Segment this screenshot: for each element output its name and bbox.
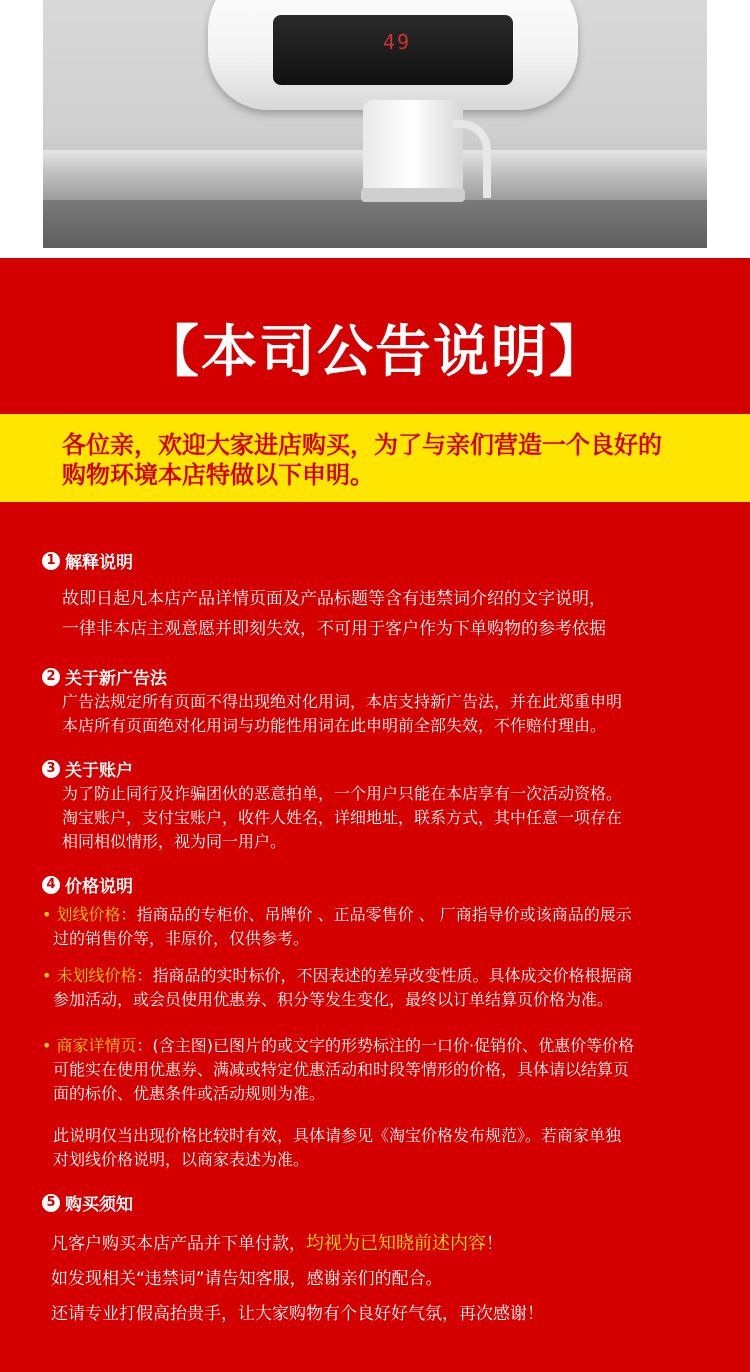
product-photo: [0, 0, 750, 258]
body-line: 故即日起凡本店产品详情页面及产品标题等含有违禁词介绍的文字说明，: [62, 589, 606, 609]
body-line: [42, 903, 722, 927]
price-item-strikethrough: [42, 903, 722, 951]
section-title-text: 关于新广告法: [65, 669, 167, 689]
section-number-badge: 4: [42, 876, 60, 894]
body-line: 相同相似情形，视为同一用户。: [62, 832, 287, 851]
sink-basin: [43, 200, 707, 248]
intro-text: [62, 430, 722, 490]
price-item-detail-page: [42, 1034, 722, 1106]
price-item-non-strikethrough: [42, 964, 722, 1012]
price-item-label: 商家详情页: [56, 1036, 137, 1055]
body-line: [42, 1034, 722, 1058]
price-item-desc: ：(含主图)已图片的或文字的形势标注的一口价·促销价、优惠价等价格: [136, 1036, 635, 1055]
notice-highlight: 均视为已知晓前述内容: [306, 1233, 486, 1254]
body-line: 还请专业打假高抬贵手，让大家购物有个良好好气氛，再次感谢！: [51, 1304, 544, 1324]
bullet-dot: •: [42, 905, 57, 924]
section-title-account: [42, 756, 133, 781]
body-line: 此说明仅当出现价格比较时有效，具体请参见《淘宝价格发布规范》。若商家单独: [53, 1126, 622, 1145]
section-title-purchase-notice: [42, 1190, 133, 1215]
section-title-explanation: [42, 548, 133, 573]
section-number-badge: 1: [42, 552, 60, 570]
heater-spout: [453, 120, 491, 198]
section-body-account: [62, 782, 622, 854]
body-line: [42, 964, 722, 988]
heater-neck: [363, 100, 463, 195]
section-title-text: 购买须知: [65, 1195, 133, 1215]
notice-text: ！: [486, 1234, 503, 1254]
body-line: 可能实在使用优惠券、满减或特定优惠活动和时段等情形的价格，具体请以结算页: [53, 1060, 630, 1079]
bullet-dot: •: [42, 966, 57, 985]
section-body-explanation: [62, 584, 606, 644]
body-line: 淘宝账户，支付宝账户，收件人姓名，详细地址，联系方式，其中任意一项存在: [62, 808, 623, 827]
intro-line: 各位亲，欢迎大家进店购买，为了与亲们营造一个良好的: [62, 431, 662, 459]
announcement-title: 【本司公告说明】: [143, 320, 607, 385]
announcement-panel: [0, 258, 750, 1372]
section-title-text: 价格说明: [65, 877, 133, 897]
price-item-desc: ：指商品的实时标价，不因表述的差异改变性质。具体成交价格根据商: [136, 966, 633, 985]
price-item-label: 划线价格: [56, 905, 121, 924]
body-line: 参加活动，或会员使用优惠券、积分等发生变化，最终以订单结算页价格为准。: [53, 990, 614, 1009]
section-body-ad-law: [62, 690, 622, 738]
intro-line: 购物环境本店特做以下申明。: [62, 461, 374, 489]
price-item-label: 未划线价格: [56, 966, 137, 985]
body-line: [51, 1226, 544, 1262]
section-number-badge: 5: [42, 1194, 60, 1212]
body-line: 为了防止同行及诈骗团伙的恶意拍单，一个用户只能在本店享有一次活动资格。: [62, 784, 623, 803]
section-number-badge: 2: [42, 668, 60, 686]
body-line: 广告法规定所有页面不得出现绝对化用词，本店支持新广告法，并在此郑重申明: [62, 692, 623, 711]
section-title-price: [42, 872, 133, 897]
section-body-purchase-notice: [51, 1226, 544, 1332]
body-line: 过的销售价等，非原价，仅供参考。: [53, 929, 310, 948]
body-line: 面的标价、优惠条件或活动规则为准。: [53, 1084, 326, 1103]
section-title-text: 关于账户: [65, 761, 133, 781]
section-title-ad-law: [42, 664, 167, 689]
section-title-text: 解释说明: [65, 553, 133, 573]
price-note: [53, 1124, 621, 1172]
section-number-badge: 3: [42, 760, 60, 778]
body-line: 一律非本店主观意愿并即刻失效，不可用于客户作为下单购物的参考依据: [62, 619, 606, 639]
product-image: [43, 0, 707, 248]
heater-display-reading: 49: [383, 30, 412, 54]
price-item-desc: ：指商品的专柜价、吊牌价 、正品零售价 、 厂商指导价或该商品的展示: [120, 905, 632, 924]
bullet-dot: •: [42, 1036, 57, 1055]
body-line: 对划线价格说明，以商家表述为准。: [53, 1150, 310, 1169]
body-line: 如发现相关“违禁词”请告知客服，感谢亲们的配合。: [51, 1269, 443, 1289]
heater-base: [361, 188, 465, 202]
body-line: 本店所有页面绝对化用词与功能性用词在此申明前全部失效，不作赔付理由。: [62, 716, 607, 735]
notice-text: 凡客户购买本店产品并下单付款，: [51, 1234, 306, 1254]
